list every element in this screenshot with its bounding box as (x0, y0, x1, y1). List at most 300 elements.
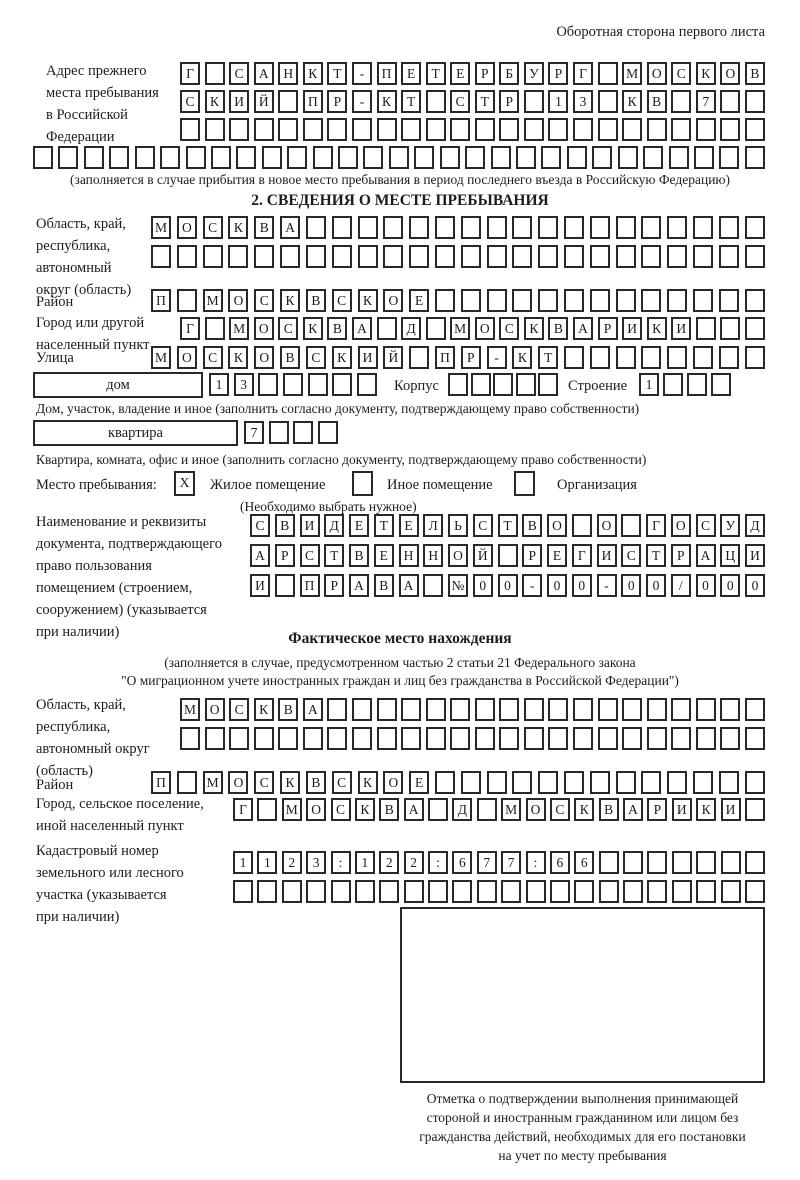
char-box[interactable]: А (250, 544, 270, 567)
char-box[interactable] (313, 146, 333, 169)
char-box[interactable] (745, 851, 765, 874)
char-box[interactable] (491, 146, 511, 169)
char-box[interactable]: О (547, 514, 567, 537)
char-box[interactable]: П (151, 289, 171, 312)
char-box[interactable]: Р (461, 346, 481, 369)
char-box[interactable]: В (306, 771, 326, 794)
char-box[interactable] (672, 851, 692, 874)
char-box[interactable]: О (254, 317, 274, 340)
char-box[interactable] (598, 727, 618, 750)
char-box[interactable] (498, 544, 518, 567)
char-box[interactable]: 7 (477, 851, 497, 874)
char-box[interactable] (401, 698, 421, 721)
char-box[interactable]: К (303, 317, 323, 340)
char-box[interactable] (720, 118, 740, 141)
char-box[interactable]: Е (401, 62, 421, 85)
char-box[interactable]: К (303, 62, 323, 85)
char-box[interactable]: 1 (639, 373, 659, 396)
char-box[interactable]: С (180, 90, 200, 113)
char-box[interactable]: И (358, 346, 378, 369)
char-box[interactable]: Т (538, 346, 558, 369)
char-box[interactable] (389, 146, 409, 169)
char-box[interactable] (499, 118, 519, 141)
char-box[interactable] (228, 245, 248, 268)
char-box[interactable] (426, 90, 446, 113)
char-box[interactable] (671, 698, 691, 721)
char-box[interactable]: В (379, 798, 399, 821)
char-box[interactable] (58, 146, 78, 169)
char-box[interactable]: О (228, 289, 248, 312)
char-box[interactable] (693, 245, 713, 268)
char-box[interactable] (745, 245, 765, 268)
char-box[interactable]: М (229, 317, 249, 340)
char-box[interactable]: 1 (257, 851, 277, 874)
char-box[interactable] (177, 771, 197, 794)
char-box[interactable] (719, 346, 739, 369)
char-box[interactable] (461, 771, 481, 794)
char-box[interactable]: 6 (574, 851, 594, 874)
char-box[interactable] (590, 771, 610, 794)
char-box[interactable]: А (280, 216, 300, 239)
char-box[interactable] (590, 346, 610, 369)
char-box[interactable] (622, 118, 642, 141)
char-box[interactable] (590, 216, 610, 239)
char-box[interactable]: Й (383, 346, 403, 369)
char-box[interactable] (377, 317, 397, 340)
char-box[interactable] (663, 373, 683, 396)
char-box[interactable] (186, 146, 206, 169)
char-box[interactable] (306, 216, 326, 239)
char-box[interactable] (719, 771, 739, 794)
char-box[interactable] (687, 373, 707, 396)
char-box[interactable] (236, 146, 256, 169)
char-box[interactable] (647, 698, 667, 721)
char-box[interactable]: В (254, 216, 274, 239)
char-box[interactable] (711, 373, 731, 396)
char-box[interactable] (599, 851, 619, 874)
char-box[interactable] (280, 245, 300, 268)
char-box[interactable] (180, 118, 200, 141)
char-box[interactable]: П (303, 90, 323, 113)
char-box[interactable] (409, 216, 429, 239)
char-box[interactable] (205, 727, 225, 750)
char-box[interactable]: Н (278, 62, 298, 85)
char-box[interactable] (254, 245, 274, 268)
char-box[interactable]: А (254, 62, 274, 85)
char-box[interactable] (572, 514, 592, 537)
char-box[interactable] (327, 727, 347, 750)
char-box[interactable]: О (720, 62, 740, 85)
char-box[interactable] (423, 574, 443, 597)
char-box[interactable] (177, 245, 197, 268)
char-box[interactable] (564, 245, 584, 268)
char-box[interactable]: И (671, 317, 691, 340)
char-box[interactable] (363, 146, 383, 169)
char-box[interactable]: К (622, 90, 642, 113)
char-box[interactable]: 2 (404, 851, 424, 874)
char-box[interactable]: Е (409, 771, 429, 794)
char-box[interactable] (667, 771, 687, 794)
char-box[interactable] (435, 771, 455, 794)
char-box[interactable] (622, 698, 642, 721)
char-box[interactable]: И (597, 544, 617, 567)
char-box[interactable] (426, 317, 446, 340)
char-box[interactable]: Т (401, 90, 421, 113)
char-box[interactable] (499, 698, 519, 721)
char-box[interactable]: - (352, 62, 372, 85)
char-box[interactable] (426, 118, 446, 141)
char-box[interactable]: К (254, 698, 274, 721)
char-box[interactable] (177, 289, 197, 312)
char-box[interactable]: О (228, 771, 248, 794)
char-box[interactable] (303, 727, 323, 750)
char-box[interactable]: А (696, 544, 716, 567)
char-box[interactable]: Д (745, 514, 765, 537)
char-box[interactable]: К (228, 216, 248, 239)
char-box[interactable] (538, 771, 558, 794)
char-box[interactable]: К (280, 289, 300, 312)
char-box[interactable] (205, 317, 225, 340)
char-box[interactable]: В (278, 698, 298, 721)
char-box[interactable]: 2 (379, 851, 399, 874)
char-box[interactable] (693, 771, 713, 794)
char-box[interactable]: Й (254, 90, 274, 113)
char-box[interactable] (538, 245, 558, 268)
char-box[interactable] (667, 289, 687, 312)
char-box[interactable]: Р (275, 544, 295, 567)
char-box[interactable]: В (306, 289, 326, 312)
char-box[interactable] (616, 289, 636, 312)
char-box[interactable]: С (671, 62, 691, 85)
char-box[interactable] (667, 346, 687, 369)
char-box[interactable]: О (254, 346, 274, 369)
char-box[interactable]: 3 (306, 851, 326, 874)
char-box[interactable]: М (151, 216, 171, 239)
char-box[interactable] (669, 146, 689, 169)
char-box[interactable]: В (522, 514, 542, 537)
char-box[interactable] (377, 698, 397, 721)
char-box[interactable] (696, 851, 716, 874)
char-box[interactable] (287, 146, 307, 169)
char-box[interactable] (694, 146, 714, 169)
char-box[interactable] (516, 146, 536, 169)
char-box[interactable]: М (622, 62, 642, 85)
char-box[interactable] (303, 118, 323, 141)
char-box[interactable]: К (355, 798, 375, 821)
char-box[interactable]: М (203, 771, 223, 794)
char-box[interactable]: К (358, 771, 378, 794)
char-box[interactable]: С (332, 289, 352, 312)
char-box[interactable] (623, 851, 643, 874)
char-box[interactable] (471, 373, 491, 396)
char-box[interactable]: И (300, 514, 320, 537)
char-box[interactable] (487, 216, 507, 239)
char-box[interactable] (275, 574, 295, 597)
char-box[interactable] (745, 346, 765, 369)
char-box[interactable]: К (647, 317, 667, 340)
char-box[interactable]: 0 (696, 574, 716, 597)
checkbox-inoe[interactable] (352, 471, 373, 496)
char-box[interactable]: : (428, 851, 448, 874)
char-box[interactable]: А (573, 317, 593, 340)
char-box[interactable] (278, 727, 298, 750)
char-box[interactable]: О (306, 798, 326, 821)
char-box[interactable]: К (332, 346, 352, 369)
char-box[interactable]: Н (423, 544, 443, 567)
char-box[interactable]: Д (324, 514, 344, 537)
char-box[interactable] (233, 880, 253, 903)
char-box[interactable]: Г (180, 317, 200, 340)
char-box[interactable] (512, 216, 532, 239)
char-box[interactable] (440, 146, 460, 169)
char-box[interactable]: А (623, 798, 643, 821)
char-box[interactable] (696, 118, 716, 141)
char-box[interactable] (541, 146, 561, 169)
char-box[interactable] (426, 698, 446, 721)
char-box[interactable]: К (205, 90, 225, 113)
char-box[interactable] (745, 798, 765, 821)
char-box[interactable] (332, 216, 352, 239)
char-box[interactable] (512, 289, 532, 312)
char-box[interactable]: С (332, 771, 352, 794)
char-box[interactable] (573, 118, 593, 141)
char-box[interactable]: 0 (547, 574, 567, 597)
char-box[interactable]: О (383, 289, 403, 312)
char-box[interactable] (414, 146, 434, 169)
char-box[interactable]: 0 (572, 574, 592, 597)
char-box[interactable] (318, 421, 338, 444)
char-box[interactable]: С (450, 90, 470, 113)
char-box[interactable]: О (475, 317, 495, 340)
char-box[interactable] (401, 727, 421, 750)
char-box[interactable] (477, 798, 497, 821)
char-box[interactable]: А (404, 798, 424, 821)
char-box[interactable]: 6 (452, 851, 472, 874)
char-box[interactable] (598, 118, 618, 141)
char-box[interactable] (205, 118, 225, 141)
char-box[interactable]: Б (499, 62, 519, 85)
char-box[interactable]: Н (399, 544, 419, 567)
char-box[interactable] (257, 798, 277, 821)
char-box[interactable]: И (745, 544, 765, 567)
char-box[interactable]: С (621, 544, 641, 567)
char-box[interactable] (475, 118, 495, 141)
char-box[interactable]: В (745, 62, 765, 85)
char-box[interactable] (647, 118, 667, 141)
char-box[interactable]: Р (475, 62, 495, 85)
char-box[interactable] (461, 289, 481, 312)
char-box[interactable]: Р (598, 317, 618, 340)
char-box[interactable] (720, 90, 740, 113)
char-box[interactable]: О (597, 514, 617, 537)
char-box[interactable]: Л (423, 514, 443, 537)
char-box[interactable]: И (229, 90, 249, 113)
char-box[interactable] (109, 146, 129, 169)
char-box[interactable] (516, 373, 536, 396)
char-box[interactable] (538, 373, 558, 396)
char-box[interactable]: 6 (550, 851, 570, 874)
char-box[interactable]: 3 (573, 90, 593, 113)
char-box[interactable] (721, 851, 741, 874)
char-box[interactable]: С (203, 216, 223, 239)
char-box[interactable] (647, 727, 667, 750)
char-box[interactable] (151, 245, 171, 268)
char-box[interactable] (693, 346, 713, 369)
char-box[interactable]: О (671, 514, 691, 537)
char-box[interactable]: М (151, 346, 171, 369)
char-box[interactable]: Е (374, 544, 394, 567)
char-box[interactable] (720, 698, 740, 721)
char-box[interactable] (745, 771, 765, 794)
char-box[interactable]: К (696, 62, 716, 85)
char-box[interactable]: К (574, 798, 594, 821)
char-box[interactable] (450, 727, 470, 750)
char-box[interactable] (524, 90, 544, 113)
char-box[interactable] (621, 514, 641, 537)
char-box[interactable] (428, 880, 448, 903)
char-box[interactable]: Р (647, 798, 667, 821)
char-box[interactable] (409, 245, 429, 268)
char-box[interactable] (622, 727, 642, 750)
char-box[interactable]: Р (499, 90, 519, 113)
char-box[interactable] (524, 698, 544, 721)
char-box[interactable] (269, 421, 289, 444)
char-box[interactable]: Й (473, 544, 493, 567)
char-box[interactable] (696, 317, 716, 340)
char-box[interactable]: Е (450, 62, 470, 85)
char-box[interactable] (574, 880, 594, 903)
char-box[interactable]: К (377, 90, 397, 113)
char-box[interactable] (211, 146, 231, 169)
char-box[interactable] (352, 698, 372, 721)
char-box[interactable]: В (275, 514, 295, 537)
char-box[interactable]: В (548, 317, 568, 340)
char-box[interactable] (283, 373, 303, 396)
char-box[interactable] (719, 245, 739, 268)
char-box[interactable] (401, 118, 421, 141)
char-box[interactable] (435, 216, 455, 239)
char-box[interactable] (548, 698, 568, 721)
char-box[interactable] (404, 880, 424, 903)
char-box[interactable]: Р (327, 90, 347, 113)
char-box[interactable]: 1 (209, 373, 229, 396)
char-box[interactable]: С (278, 317, 298, 340)
char-box[interactable] (461, 216, 481, 239)
char-box[interactable]: С (254, 289, 274, 312)
char-box[interactable]: О (526, 798, 546, 821)
char-box[interactable] (564, 771, 584, 794)
char-box[interactable] (745, 698, 765, 721)
char-box[interactable]: 7 (501, 851, 521, 874)
char-box[interactable] (487, 289, 507, 312)
char-box[interactable]: В (280, 346, 300, 369)
char-box[interactable] (696, 698, 716, 721)
char-box[interactable] (616, 245, 636, 268)
char-box[interactable] (257, 880, 277, 903)
char-box[interactable]: А (399, 574, 419, 597)
char-box[interactable] (616, 346, 636, 369)
char-box[interactable]: О (205, 698, 225, 721)
char-box[interactable] (338, 146, 358, 169)
char-box[interactable] (332, 245, 352, 268)
char-box[interactable] (616, 216, 636, 239)
char-box[interactable]: Г (573, 62, 593, 85)
char-box[interactable]: А (352, 317, 372, 340)
char-box[interactable] (278, 90, 298, 113)
char-box[interactable]: Т (327, 62, 347, 85)
char-box[interactable]: В (374, 574, 394, 597)
char-box[interactable] (435, 289, 455, 312)
char-box[interactable] (564, 289, 584, 312)
char-box[interactable]: С (254, 771, 274, 794)
char-box[interactable] (306, 880, 326, 903)
char-box[interactable]: К (358, 289, 378, 312)
char-box[interactable]: Ц (720, 544, 740, 567)
char-box[interactable]: 1 (548, 90, 568, 113)
char-box[interactable] (745, 880, 765, 903)
char-box[interactable] (448, 373, 468, 396)
char-box[interactable] (696, 727, 716, 750)
char-box[interactable]: 0 (646, 574, 666, 597)
char-box[interactable] (745, 90, 765, 113)
char-box[interactable]: В (647, 90, 667, 113)
char-box[interactable]: К (696, 798, 716, 821)
char-box[interactable] (327, 698, 347, 721)
char-box[interactable] (332, 373, 352, 396)
char-box[interactable] (720, 727, 740, 750)
char-box[interactable]: Т (498, 514, 518, 537)
char-box[interactable] (618, 146, 638, 169)
char-box[interactable]: : (331, 851, 351, 874)
char-box[interactable]: С (306, 346, 326, 369)
char-box[interactable]: Ь (448, 514, 468, 537)
char-box[interactable] (720, 317, 740, 340)
char-box[interactable] (426, 727, 446, 750)
char-box[interactable]: 0 (473, 574, 493, 597)
char-box[interactable]: Е (399, 514, 419, 537)
char-box[interactable] (383, 245, 403, 268)
char-box[interactable]: Г (180, 62, 200, 85)
char-box[interactable]: С (473, 514, 493, 537)
char-box[interactable] (647, 851, 667, 874)
char-box[interactable] (745, 216, 765, 239)
char-box[interactable] (745, 727, 765, 750)
char-box[interactable] (573, 727, 593, 750)
char-box[interactable]: О (383, 771, 403, 794)
char-box[interactable] (352, 727, 372, 750)
char-box[interactable] (599, 880, 619, 903)
char-box[interactable] (526, 880, 546, 903)
char-box[interactable] (501, 880, 521, 903)
char-box[interactable]: 7 (696, 90, 716, 113)
char-box[interactable]: - (597, 574, 617, 597)
char-box[interactable]: И (622, 317, 642, 340)
char-box[interactable] (499, 727, 519, 750)
char-box[interactable] (590, 289, 610, 312)
char-box[interactable]: В (599, 798, 619, 821)
char-box[interactable] (643, 146, 663, 169)
char-box[interactable] (693, 289, 713, 312)
char-box[interactable] (278, 118, 298, 141)
char-box[interactable]: 0 (621, 574, 641, 597)
char-box[interactable] (671, 90, 691, 113)
char-box[interactable] (598, 90, 618, 113)
char-box[interactable]: № (448, 574, 468, 597)
char-box[interactable] (327, 118, 347, 141)
char-box[interactable] (475, 698, 495, 721)
char-box[interactable] (548, 118, 568, 141)
char-box[interactable]: К (512, 346, 532, 369)
